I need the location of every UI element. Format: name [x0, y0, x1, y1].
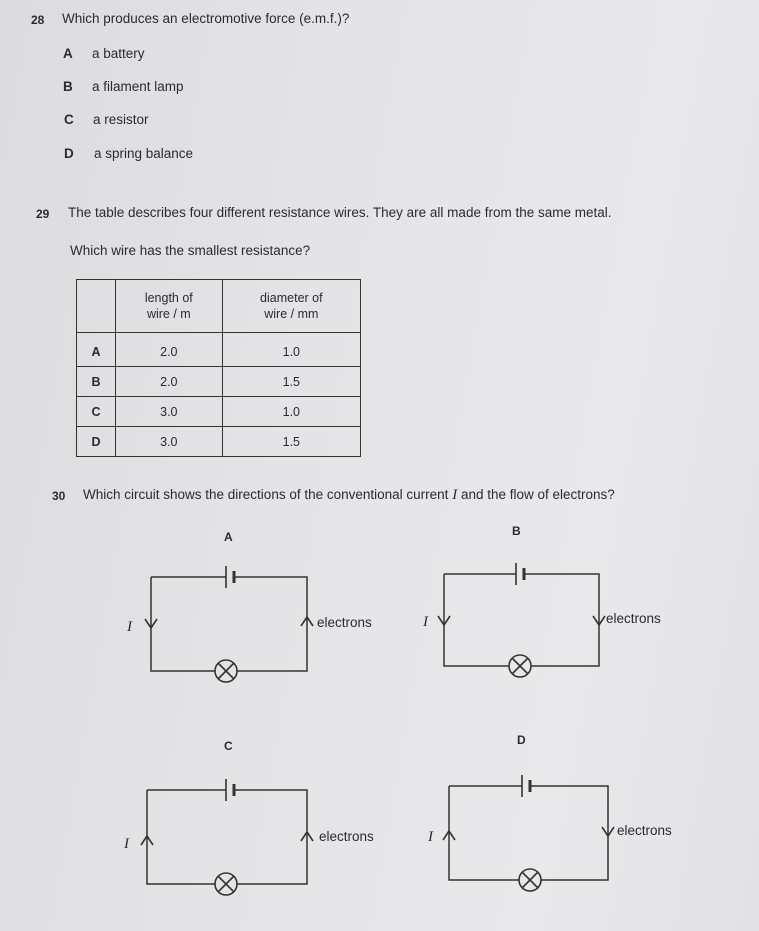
q28-option-d-text: a spring balance: [94, 146, 194, 161]
cell-symbol: [226, 566, 234, 588]
q29-question-text: The table describes four different resistance wires. They are all made from the same metal.: [68, 205, 612, 220]
q28-option-b-text: a filament lamp: [92, 79, 184, 94]
table-row: [77, 397, 361, 427]
q30-text-before: Which circuit shows the directions of the conventional current: [83, 487, 453, 502]
circuit-d-wires: [449, 786, 608, 880]
q28-option-a-letter: A: [63, 46, 73, 61]
q28-option-c-text: a resistor: [93, 112, 149, 127]
circuit-a-wires: [151, 577, 307, 671]
row-letter: C: [77, 397, 116, 427]
lamp-symbol: [215, 873, 237, 895]
row-diameter: 1.5: [222, 427, 360, 457]
resistance-wire-table: [76, 279, 361, 457]
q28-question-text: Which produces an electromotive force (e.m.f.)?: [62, 11, 350, 26]
circuit-c-electrons-label: electrons: [319, 829, 374, 844]
table-header-empty: [77, 280, 116, 333]
row-letter: B: [77, 367, 116, 397]
q28-number: 28: [31, 13, 45, 27]
header-diameter-line1: diameter of: [260, 291, 323, 305]
row-letter: D: [77, 427, 116, 457]
table-row: [77, 427, 361, 457]
cell-symbol: [516, 563, 524, 585]
table-row: [77, 333, 361, 367]
row-length: 3.0: [116, 397, 223, 427]
q29-number: 29: [36, 207, 50, 221]
circuit-d-diagram: [400, 770, 700, 910]
header-length-line2: wire / m: [146, 307, 191, 321]
circuit-c-wires: [147, 790, 307, 884]
row-length: 2.0: [116, 367, 223, 397]
lamp-symbol: [519, 869, 541, 891]
lamp-symbol: [509, 655, 531, 677]
circuit-c-letter: C: [224, 739, 233, 753]
cell-symbol: [522, 775, 530, 797]
header-length-line1: length of: [144, 291, 193, 305]
row-length: 2.0: [116, 333, 223, 367]
lamp-symbol: [215, 660, 237, 682]
row-diameter: 1.0: [222, 397, 360, 427]
q30-number: 30: [52, 489, 66, 503]
circuit-c-current-label: I: [124, 836, 129, 852]
q30-question-text: [83, 487, 615, 504]
q28-option-c-letter: C: [64, 112, 74, 127]
q30-current-symbol: I: [452, 487, 458, 503]
cell-symbol: [226, 779, 234, 801]
q28-option-a-text: a battery: [92, 46, 145, 61]
circuit-a-electrons-label: electrons: [317, 615, 372, 630]
q29-sub-question: Which wire has the smallest resistance?: [70, 243, 311, 258]
circuit-b-current-label: I: [423, 614, 428, 630]
table-header-length: [116, 280, 223, 333]
q28-option-b-letter: B: [63, 79, 73, 94]
circuit-d-current-label: I: [428, 829, 433, 845]
row-letter: A: [77, 333, 116, 367]
circuit-b-electrons-label: electrons: [606, 611, 661, 626]
circuit-a-letter: A: [224, 530, 233, 544]
row-length: 3.0: [116, 427, 223, 457]
q30-text-after: and the flow of electrons?: [457, 487, 615, 502]
circuit-b-letter: B: [512, 524, 521, 538]
table-row: [77, 367, 361, 397]
q28-option-d-letter: D: [64, 146, 74, 161]
table-header-diameter: [222, 280, 360, 333]
circuit-a-diagram: [100, 560, 400, 700]
circuit-d-letter: D: [517, 733, 526, 747]
row-diameter: 1.5: [222, 367, 360, 397]
circuit-a-current-label: I: [127, 619, 132, 635]
circuit-b-wires: [444, 574, 599, 666]
row-diameter: 1.0: [222, 333, 360, 367]
header-diameter-line2: wire / mm: [264, 307, 319, 321]
circuit-d-electrons-label: electrons: [617, 823, 672, 838]
table-header-row: [77, 280, 361, 333]
circuit-b-diagram: [400, 560, 700, 700]
